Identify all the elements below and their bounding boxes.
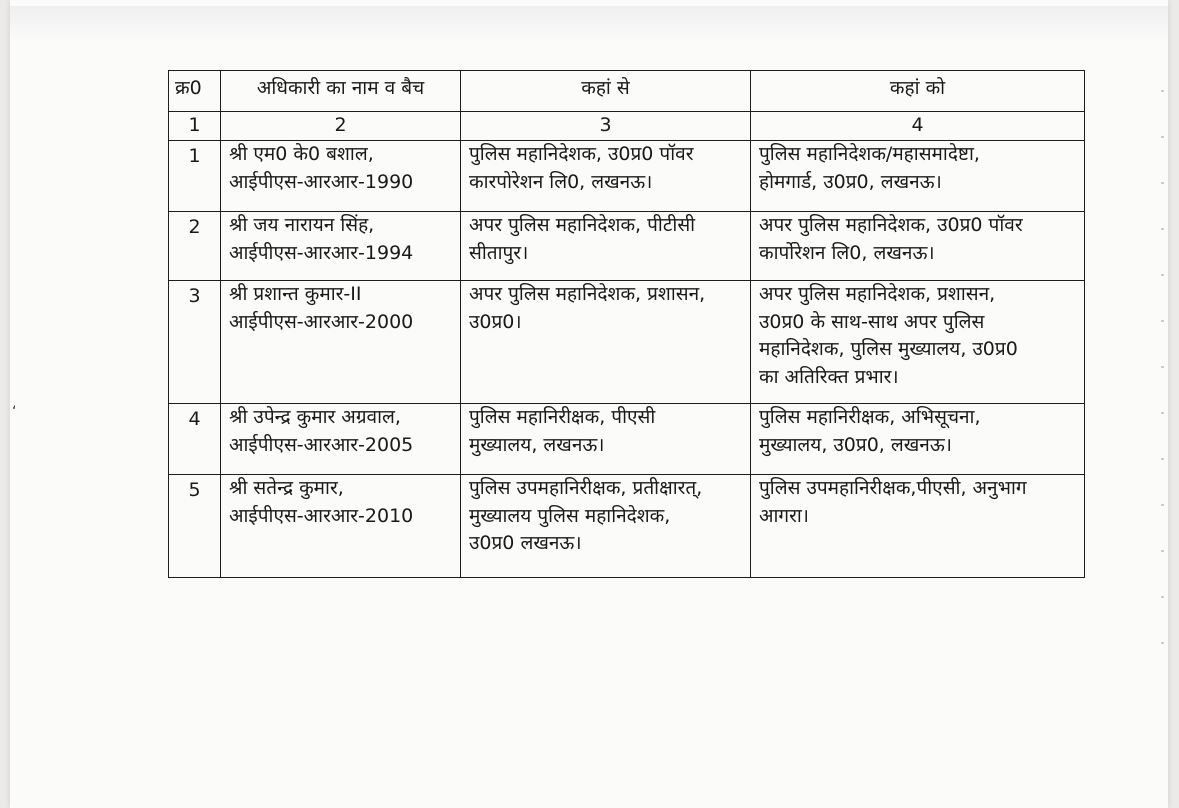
to-line: पुलिस महानिदेशक/महासमादेष्टा, <box>759 143 980 165</box>
officer-name: श्री प्रशान्त कुमार-II <box>229 283 362 305</box>
to-cell <box>751 281 1085 404</box>
from-cell <box>461 404 751 475</box>
serial-number: 2 <box>169 212 221 281</box>
serial-number: 5 <box>169 475 221 578</box>
to-line: अपर पुलिस महानिदेशक, प्रशासन, <box>759 283 996 305</box>
officer-name: श्री सतेन्द्र कुमार, <box>229 477 344 499</box>
page-edge-marks <box>1161 90 1164 650</box>
from-cell <box>461 212 751 281</box>
table-row <box>169 141 1085 212</box>
officer-cell <box>221 141 461 212</box>
officer-batch: आईपीएस-आरआर-2005 <box>229 433 414 456</box>
to-line: अपर पुलिस महानिदेशक, उ0प्र0 पॉवर <box>759 214 1023 236</box>
column-number-row <box>169 112 1085 141</box>
to-line: महानिदेशक, पुलिस मुख्यालय, उ0प्र0 <box>759 338 1018 361</box>
serial-number: 3 <box>169 281 221 404</box>
column-number: 3 <box>461 112 751 141</box>
from-line: अपर पुलिस महानिदेशक, पीटीसी <box>469 214 696 236</box>
table-row <box>169 212 1085 281</box>
table-row <box>169 475 1085 578</box>
from-line: सीतापुर। <box>469 241 529 264</box>
to-cell <box>751 475 1085 578</box>
header-row <box>169 71 1085 112</box>
to-line: होमगार्ड, उ0प्र0, लखनऊ। <box>759 170 942 193</box>
to-cell <box>751 404 1085 475</box>
from-line: मुख्यालय, लखनऊ। <box>469 433 605 456</box>
officer-cell <box>221 212 461 281</box>
from-cell <box>461 281 751 404</box>
officer-name: श्री उपेन्द्र कुमार अग्रवाल, <box>229 406 401 428</box>
to-line: उ0प्र0 के साथ-साथ अपर पुलिस <box>759 310 985 333</box>
to-cell <box>751 141 1085 212</box>
officer-name: श्री एम0 के0 बशाल, <box>229 143 374 165</box>
column-number: 2 <box>221 112 461 141</box>
to-line: आगरा। <box>759 504 810 527</box>
header-serial: क्र0 <box>169 71 221 112</box>
from-line: कारपोरेशन लि0, लखनऊ। <box>469 170 653 193</box>
to-line: का अतिरिक्त प्रभार। <box>759 365 899 388</box>
from-line: उ0प्र0 लखनऊ। <box>469 532 582 555</box>
officer-batch: आईपीएस-आरआर-1990 <box>229 170 414 193</box>
serial-number: 1 <box>169 141 221 212</box>
from-line: अपर पुलिस महानिदेशक, प्रशासन, <box>469 283 706 305</box>
header-from: कहां से <box>461 71 751 112</box>
serial-number: 4 <box>169 404 221 475</box>
document-page <box>10 0 1168 808</box>
from-cell <box>461 141 751 212</box>
to-cell <box>751 212 1085 281</box>
header-officer-name: अधिकारी का नाम व बैच <box>221 71 461 112</box>
officer-batch: आईपीएस-आरआर-2000 <box>229 310 414 333</box>
officer-batch: आईपीएस-आरआर-1994 <box>229 241 414 264</box>
column-number: 4 <box>751 112 1085 141</box>
from-cell <box>461 475 751 578</box>
from-line: उ0प्र0। <box>469 310 522 333</box>
transfer-table <box>168 70 1085 578</box>
table-row <box>169 281 1085 404</box>
officer-cell <box>221 404 461 475</box>
faint-header-bleed <box>10 6 1168 42</box>
officer-name: श्री जय नारायन सिंह, <box>229 214 375 236</box>
scan-edge-mark: ‘ <box>12 404 17 420</box>
to-line: पुलिस उपमहानिरीक्षक,पीएसी, अनुभाग <box>759 477 1027 499</box>
from-line: पुलिस उपमहानिरीक्षक, प्रतीक्षारत्, <box>469 477 703 499</box>
from-line: मुख्यालय पुलिस महानिदेशक, <box>469 504 671 527</box>
officer-cell <box>221 281 461 404</box>
header-to: कहां को <box>751 71 1085 112</box>
table-row <box>169 404 1085 475</box>
from-line: पुलिस महानिरीक्षक, पीएसी <box>469 406 656 428</box>
column-number: 1 <box>169 112 221 141</box>
to-line: कार्पोरेशन लि0, लखनऊ। <box>759 241 935 264</box>
officer-cell <box>221 475 461 578</box>
officer-batch: आईपीएस-आरआर-2010 <box>229 504 414 527</box>
from-line: पुलिस महानिदेशक, उ0प्र0 पॉवर <box>469 143 694 165</box>
to-line: पुलिस महानिरीक्षक, अभिसूचना, <box>759 406 981 428</box>
to-line: मुख्यालय, उ0प्र0, लखनऊ। <box>759 433 952 456</box>
